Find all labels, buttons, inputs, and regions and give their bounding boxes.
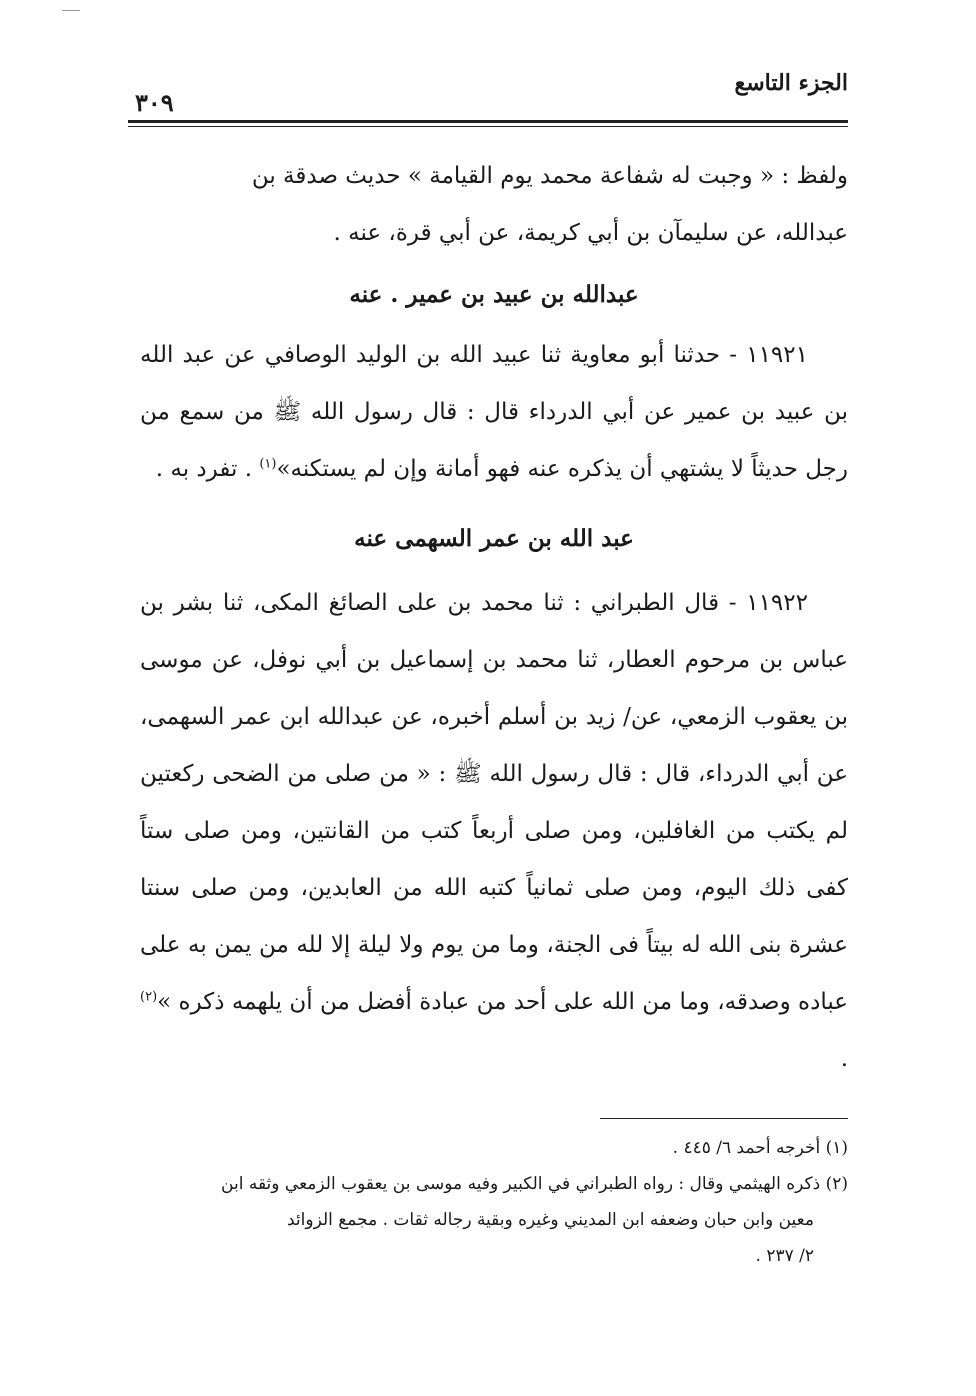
header-rule-thin — [128, 126, 848, 127]
hadith-paragraph: ١١٩٢١ - حدثنا أبو معاوية ثنا عبيد الله بن الوليد الوصافي عن عبد الله بن عبيد بن عمير عن أبي الدرداء قال : قال رسول الله ﷺ من سمع من رجل حديثاً لا يشتهي أن يذكره عنه فهو أمانة وإن لم يستكنه»$^{(١)}$ . تفرد به . — [140, 342, 848, 482]
running-head — [135, 70, 848, 126]
section-heading: عبدالله بن عبيد بن عمير . عنه — [349, 281, 639, 308]
footnote-1: (١) أخرجه أحمد ٦/ ٤٤٥ . — [672, 1138, 848, 1158]
footnote-ref: (٢) — [140, 989, 158, 1005]
page-number: ٣٠٩ — [135, 88, 174, 117]
footnote-separator — [600, 1118, 848, 1119]
paragraph-line: عبدالله، عن سليمآن بن أبي كريمة، عن أبي قرة، عنه . — [333, 220, 848, 246]
running-title: الجزء التاسع — [734, 70, 848, 96]
hadith-paragraph: ١١٩٢٢ - قال الطبراني : ثنا محمد بن على الصائغ المكى، ثنا بشر بن عباس بن مرحوم العطار، ثنا محمد بن إسماعيل بن أبي نوفل، عن موسى بن يعقوب الزمعي، عن/ زيد بن أسلم أخبره، عن عبدالله ابن عمر السهمى، عن أبي الدرداء، قال : قال رسول الله ﷺ : « من صلى من الضحى ركعتين لم يكتب من الغافلين، ومن صلى أربعاً كتب من القانتين، ومن صلى ستاً كفى ذلك اليوم، ومن صلى ثمانياً كتبه الله من العابدين، ومن صلى سنتا عشرة بنى الله له بيتاً فى الجنة، وما من يوم ولا ليلة إلا لله من يمن به على عباده وصدقه، وما من الله على أحد من عبادة أفضل من أن يلهمه ذكره »$^{(٢)}$ . — [140, 590, 848, 1072]
footnotes — [140, 1130, 848, 1274]
footnote-ref: (١) — [259, 456, 277, 472]
footnote-2-continued: ٢/ ٢٣٧ . — [755, 1246, 814, 1266]
corner-mark — [62, 10, 80, 11]
footnote-2: (٢) ذكره الهيثمي وقال : رواه الطبراني في الكبير وفيه موسى بن يعقوب الزمعي وثقه ابن — [221, 1174, 848, 1194]
paragraph-line: ولفظ : « وجبت له شفاعة محمد يوم القيامة » حديث صدقة بن — [251, 163, 848, 189]
body-text — [140, 148, 848, 1088]
footnote-2-continued: معين وابن حبان وضعفه ابن المديني وغيره وبقية رجاله ثقات . مجمع الزوائد — [286, 1210, 814, 1230]
header-rule-thick — [128, 120, 848, 123]
section-heading: عبد الله بن عمر السهمى عنه — [354, 525, 634, 552]
